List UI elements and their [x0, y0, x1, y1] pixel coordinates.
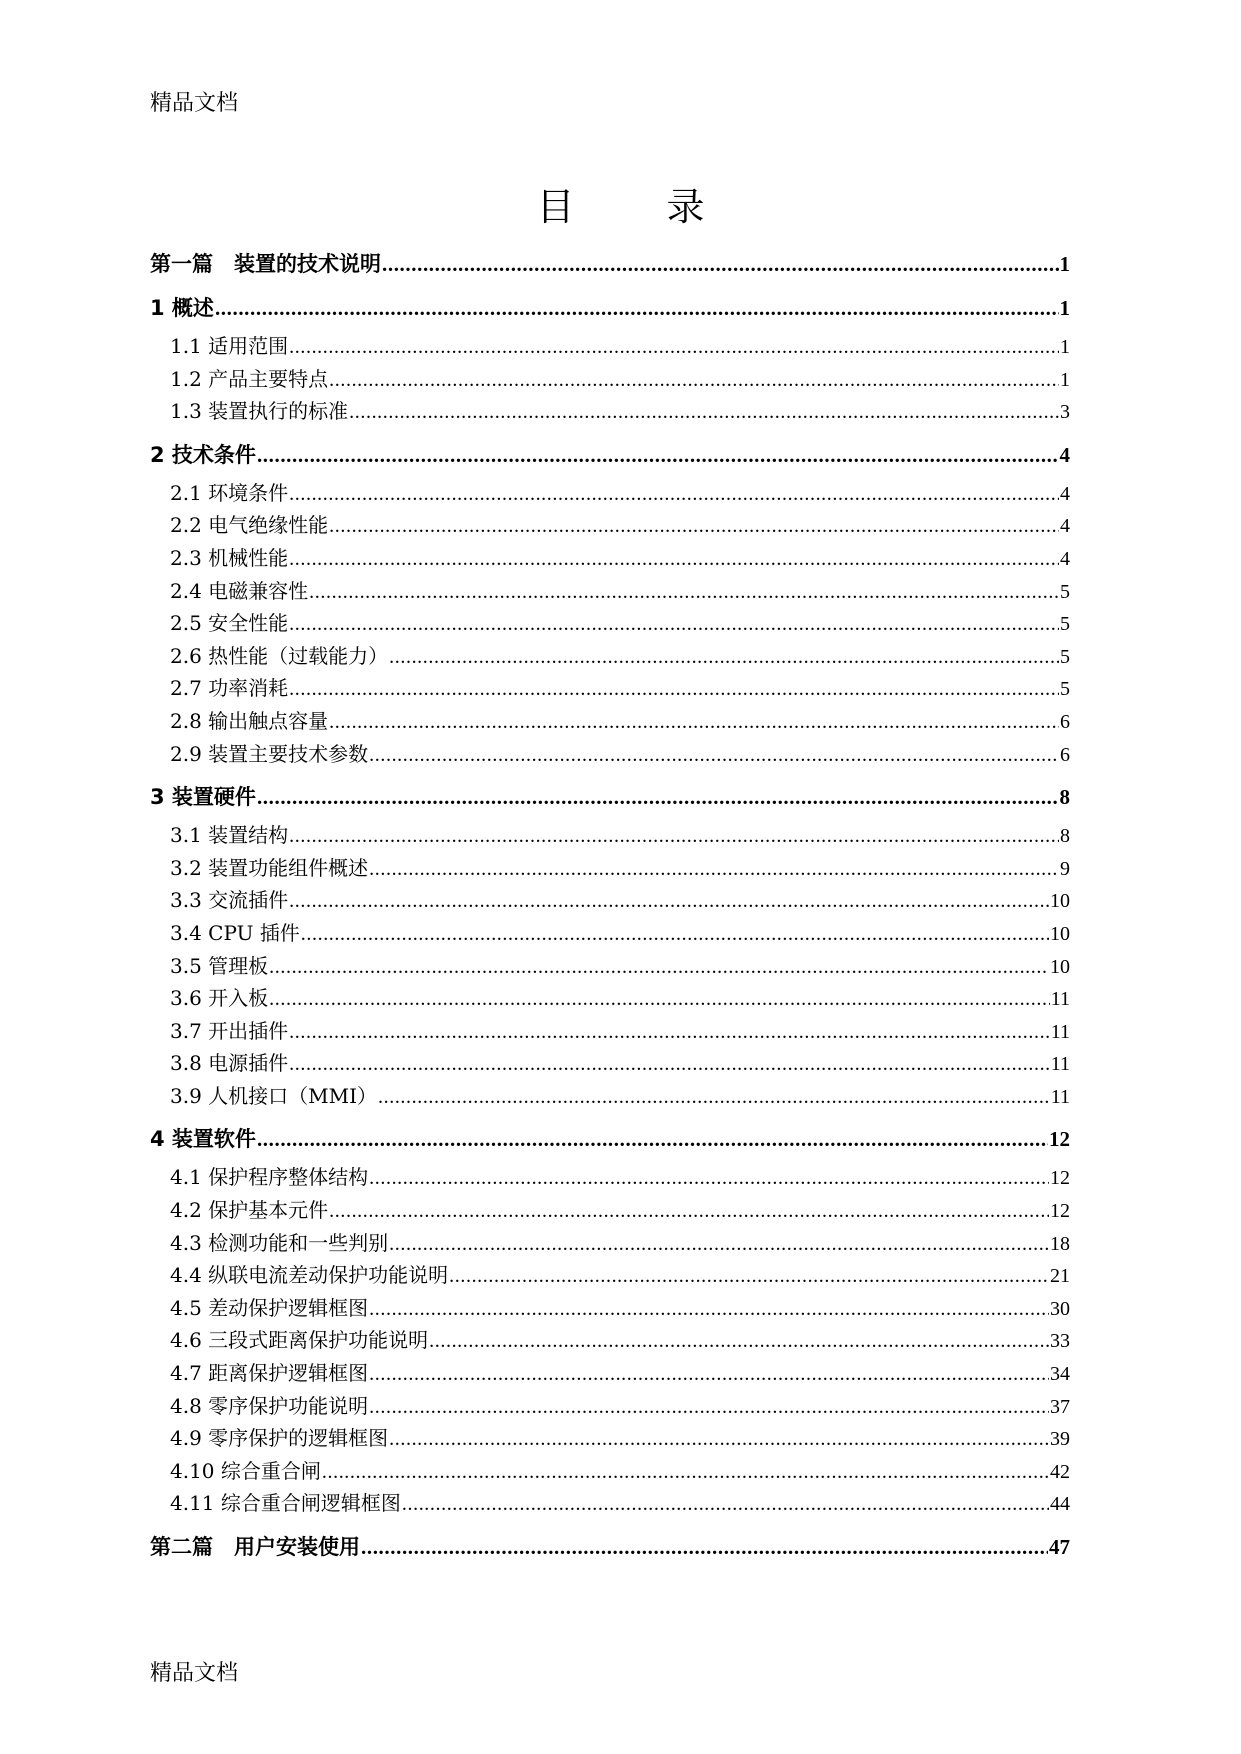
toc-dot-leader — [389, 641, 1059, 674]
toc-entry-page-number: 11 — [1050, 1053, 1070, 1076]
toc-entry-page-number: 6 — [1060, 710, 1070, 733]
toc-entry-section[interactable] — [150, 542, 1070, 575]
toc-dot-leader — [289, 543, 1059, 576]
toc-dot-leader — [349, 396, 1059, 429]
footer-watermark-text: 精品文档 — [150, 1661, 239, 1686]
toc-entry-page-number: 11 — [1050, 988, 1070, 1011]
toc-dot-leader — [289, 1048, 1050, 1081]
toc-entry-page-number: 4 — [1060, 547, 1070, 570]
toc-dot-leader — [257, 1117, 1048, 1161]
toc-entry-section[interactable] — [150, 982, 1070, 1015]
toc-entry-section[interactable] — [150, 1324, 1070, 1357]
toc-dot-leader — [369, 853, 1059, 886]
toc-entry-label: 3.9 人机接口（MMI） — [170, 1083, 378, 1108]
toc-entry-page-number: 4 — [1060, 482, 1070, 505]
toc-dot-leader — [301, 918, 1049, 951]
toc-entry-page-number: 44 — [1050, 1493, 1070, 1516]
toc-entry-label: 1.1 适用范围 — [170, 334, 289, 358]
toc-entry-label: 2.3 机械性能 — [170, 545, 289, 570]
toc-entry-page-number: 10 — [1050, 955, 1070, 978]
toc-entry-label: 4.4 纵联电流差动保护功能说明 — [170, 1263, 449, 1288]
toc-entry-section[interactable] — [150, 1194, 1070, 1227]
toc-entry-label: 第一篇 装置的技术说明 — [150, 252, 381, 276]
toc-entry-section[interactable] — [150, 1357, 1070, 1390]
toc-entry-label: 2.5 安全性能 — [170, 611, 289, 636]
toc-entry-page-number: 12 — [1050, 1167, 1070, 1190]
toc-dot-leader — [289, 673, 1059, 706]
toc-entry-section[interactable] — [150, 738, 1070, 771]
toc-dot-leader — [369, 1391, 1049, 1424]
toc-entry-page-number: 42 — [1050, 1460, 1070, 1483]
toc-entry-label: 3.8 电源插件 — [170, 1051, 289, 1076]
toc-entry-page-number: 39 — [1050, 1428, 1070, 1451]
toc-entry-section[interactable] — [150, 1080, 1070, 1113]
toc-entry-section[interactable] — [150, 1161, 1070, 1194]
toc-entry-page-number: 18 — [1050, 1232, 1070, 1255]
toc-dot-leader — [369, 1293, 1049, 1326]
toc-entry-label: 4.2 保护基本元件 — [170, 1198, 329, 1223]
toc-dot-leader — [215, 286, 1059, 330]
toc-dot-leader — [329, 510, 1059, 543]
toc-entry-section[interactable] — [150, 1292, 1070, 1325]
toc-dot-leader — [257, 775, 1059, 819]
toc-entry-label: 4.8 零序保护功能说明 — [170, 1393, 369, 1418]
toc-entry-page-number: 1 — [1060, 368, 1070, 391]
toc-entry-page-number: 47 — [1049, 1535, 1070, 1559]
toc-entry-section[interactable] — [150, 1015, 1070, 1048]
toc-entry-label: 3.5 管理板 — [170, 953, 269, 978]
toc-entry-label: 2.1 环境条件 — [170, 480, 289, 505]
toc-entry-section[interactable] — [150, 1422, 1070, 1455]
toc-dot-leader — [389, 1423, 1049, 1456]
toc-entry-page-number: 4 — [1060, 515, 1070, 538]
toc-entry-page-number: 30 — [1050, 1297, 1070, 1320]
toc-entry-section[interactable] — [150, 672, 1070, 705]
toc-entry-section[interactable] — [150, 705, 1070, 738]
toc-entry-label: 3.7 开出插件 — [170, 1018, 289, 1043]
title-char-2: 录 — [666, 185, 705, 229]
toc-entry-label: 第二篇 用户安装使用 — [150, 1535, 360, 1559]
toc-dot-leader — [289, 820, 1059, 853]
toc-dot-leader — [269, 983, 1050, 1016]
toc-entry-section[interactable] — [150, 363, 1070, 396]
toc-dot-leader — [257, 433, 1059, 477]
toc-entry-label: 2.2 电气绝缘性能 — [170, 513, 329, 538]
toc-entry-section[interactable] — [150, 819, 1070, 852]
toc-entry-page-number: 1 — [1060, 336, 1070, 358]
toc-entry-page-number: 3 — [1060, 401, 1070, 424]
toc-entry-label: 4 装置软件 — [150, 1127, 256, 1152]
toc-entry-section[interactable] — [150, 950, 1070, 983]
toc-entry-label: 4.7 距离保护逻辑框图 — [170, 1361, 369, 1386]
toc-entry-page-number: 12 — [1049, 1127, 1070, 1152]
toc-entry-page-number: 1 — [1059, 252, 1070, 276]
toc-entry-label: 3.3 交流插件 — [170, 888, 289, 913]
toc-entry-page-number: 8 — [1059, 785, 1070, 810]
toc-entry-section[interactable] — [150, 1047, 1070, 1080]
toc-entry-label: 4.6 三段式距离保护功能说明 — [170, 1328, 429, 1353]
toc-entry-section[interactable] — [150, 575, 1070, 608]
toc-dot-leader — [382, 242, 1059, 286]
toc-entry-section[interactable] — [150, 1227, 1070, 1260]
toc-entry-chapter[interactable] — [150, 433, 1070, 477]
toc-dot-leader — [369, 1358, 1049, 1391]
table-of-contents — [150, 242, 1070, 1569]
toc-dot-leader — [449, 1260, 1049, 1293]
toc-entry-page-number: 21 — [1050, 1265, 1070, 1288]
toc-entry-label: 4.10 综合重合闸 — [170, 1458, 321, 1483]
toc-entry-section[interactable] — [150, 395, 1070, 428]
toc-entry-label: 3.4 CPU 插件 — [170, 920, 300, 945]
toc-entry-chapter[interactable] — [150, 286, 1070, 330]
toc-dot-leader — [309, 576, 1059, 609]
toc-dot-leader — [369, 739, 1059, 772]
toc-dot-leader — [378, 1081, 1050, 1114]
toc-dot-leader — [289, 331, 1059, 364]
toc-entry-section[interactable] — [150, 477, 1070, 510]
toc-entry-page-number: 11 — [1050, 1020, 1070, 1043]
toc-entry-section[interactable] — [150, 607, 1070, 640]
toc-entry-page-number: 1 — [1059, 296, 1070, 320]
toc-dot-leader — [329, 364, 1059, 397]
toc-entry-section[interactable] — [150, 640, 1070, 673]
toc-entry-page-number: 33 — [1050, 1330, 1070, 1353]
toc-entry-label: 1.3 装置执行的标准 — [170, 399, 349, 424]
toc-entry-label: 3 装置硬件 — [150, 785, 256, 810]
toc-entry-page-number: 4 — [1059, 442, 1070, 467]
toc-entry-page-number: 37 — [1050, 1395, 1070, 1418]
toc-entry-section[interactable] — [150, 509, 1070, 542]
toc-entry-label: 3.2 装置功能组件概述 — [170, 855, 369, 880]
toc-dot-leader — [329, 706, 1059, 739]
toc-dot-leader — [402, 1488, 1049, 1521]
toc-entry-label: 4.5 差动保护逻辑框图 — [170, 1295, 369, 1320]
toc-entry-page-number: 5 — [1060, 580, 1070, 603]
toc-entry-section[interactable] — [150, 1487, 1070, 1520]
page-title — [0, 176, 1241, 231]
toc-dot-leader — [361, 1525, 1048, 1569]
toc-entry-page-number: 10 — [1050, 922, 1070, 945]
toc-entry-label: 4.1 保护程序整体结构 — [170, 1165, 369, 1190]
toc-entry-chapter[interactable] — [150, 775, 1070, 819]
toc-entry-section[interactable] — [150, 1455, 1070, 1488]
toc-entry-section[interactable] — [150, 1390, 1070, 1423]
title-char-1: 目 — [536, 185, 575, 229]
toc-dot-leader — [369, 1162, 1049, 1195]
toc-entry-label: 2.6 热性能（过载能力） — [170, 643, 389, 668]
toc-entry-page-number: 34 — [1050, 1363, 1070, 1386]
toc-entry-page-number: 12 — [1050, 1200, 1070, 1223]
toc-entry-label: 2 技术条件 — [150, 442, 256, 467]
toc-entry-label: 1.2 产品主要特点 — [170, 366, 329, 391]
toc-entry-chapter[interactable] — [150, 242, 1070, 286]
toc-entry-label: 2.4 电磁兼容性 — [170, 578, 309, 603]
toc-entry-label: 2.8 输出触点容量 — [170, 708, 329, 733]
toc-entry-page-number: 11 — [1050, 1085, 1070, 1108]
toc-entry-page-number: 6 — [1060, 743, 1070, 766]
toc-entry-page-number: 5 — [1060, 678, 1070, 701]
toc-dot-leader — [289, 885, 1049, 918]
header-watermark-text: 精品文档 — [150, 91, 239, 116]
toc-dot-leader — [289, 478, 1059, 511]
toc-entry-section[interactable] — [150, 884, 1070, 917]
toc-entry-label: 1 概述 — [150, 296, 214, 320]
toc-entry-section[interactable] — [150, 330, 1070, 363]
toc-dot-leader — [289, 1016, 1050, 1049]
toc-dot-leader — [269, 951, 1049, 984]
toc-dot-leader — [322, 1456, 1049, 1489]
toc-entry-label: 4.9 零序保护的逻辑框图 — [170, 1426, 389, 1451]
toc-entry-label: 2.7 功率消耗 — [170, 676, 289, 701]
toc-entry-section[interactable] — [150, 917, 1070, 950]
toc-entry-label: 3.6 开入板 — [170, 986, 269, 1011]
toc-entry-page-number: 9 — [1060, 857, 1070, 880]
toc-entry-chapter[interactable] — [150, 1117, 1070, 1161]
toc-entry-page-number: 5 — [1060, 645, 1070, 668]
toc-dot-leader — [329, 1195, 1049, 1228]
toc-dot-leader — [389, 1228, 1049, 1261]
toc-dot-leader — [429, 1325, 1049, 1358]
toc-entry-page-number: 5 — [1060, 613, 1070, 636]
toc-entry-label: 4.11 综合重合闸逻辑框图 — [170, 1491, 401, 1516]
toc-entry-label: 4.3 检测功能和一些判别 — [170, 1230, 389, 1255]
toc-entry-page-number: 8 — [1060, 825, 1070, 848]
toc-entry-page-number: 10 — [1050, 890, 1070, 913]
toc-entry-chapter[interactable] — [150, 1525, 1070, 1569]
toc-dot-leader — [289, 608, 1059, 641]
toc-entry-section[interactable] — [150, 1259, 1070, 1292]
toc-entry-label: 2.9 装置主要技术参数 — [170, 741, 369, 766]
toc-entry-label: 3.1 装置结构 — [170, 823, 289, 848]
toc-entry-section[interactable] — [150, 852, 1070, 885]
